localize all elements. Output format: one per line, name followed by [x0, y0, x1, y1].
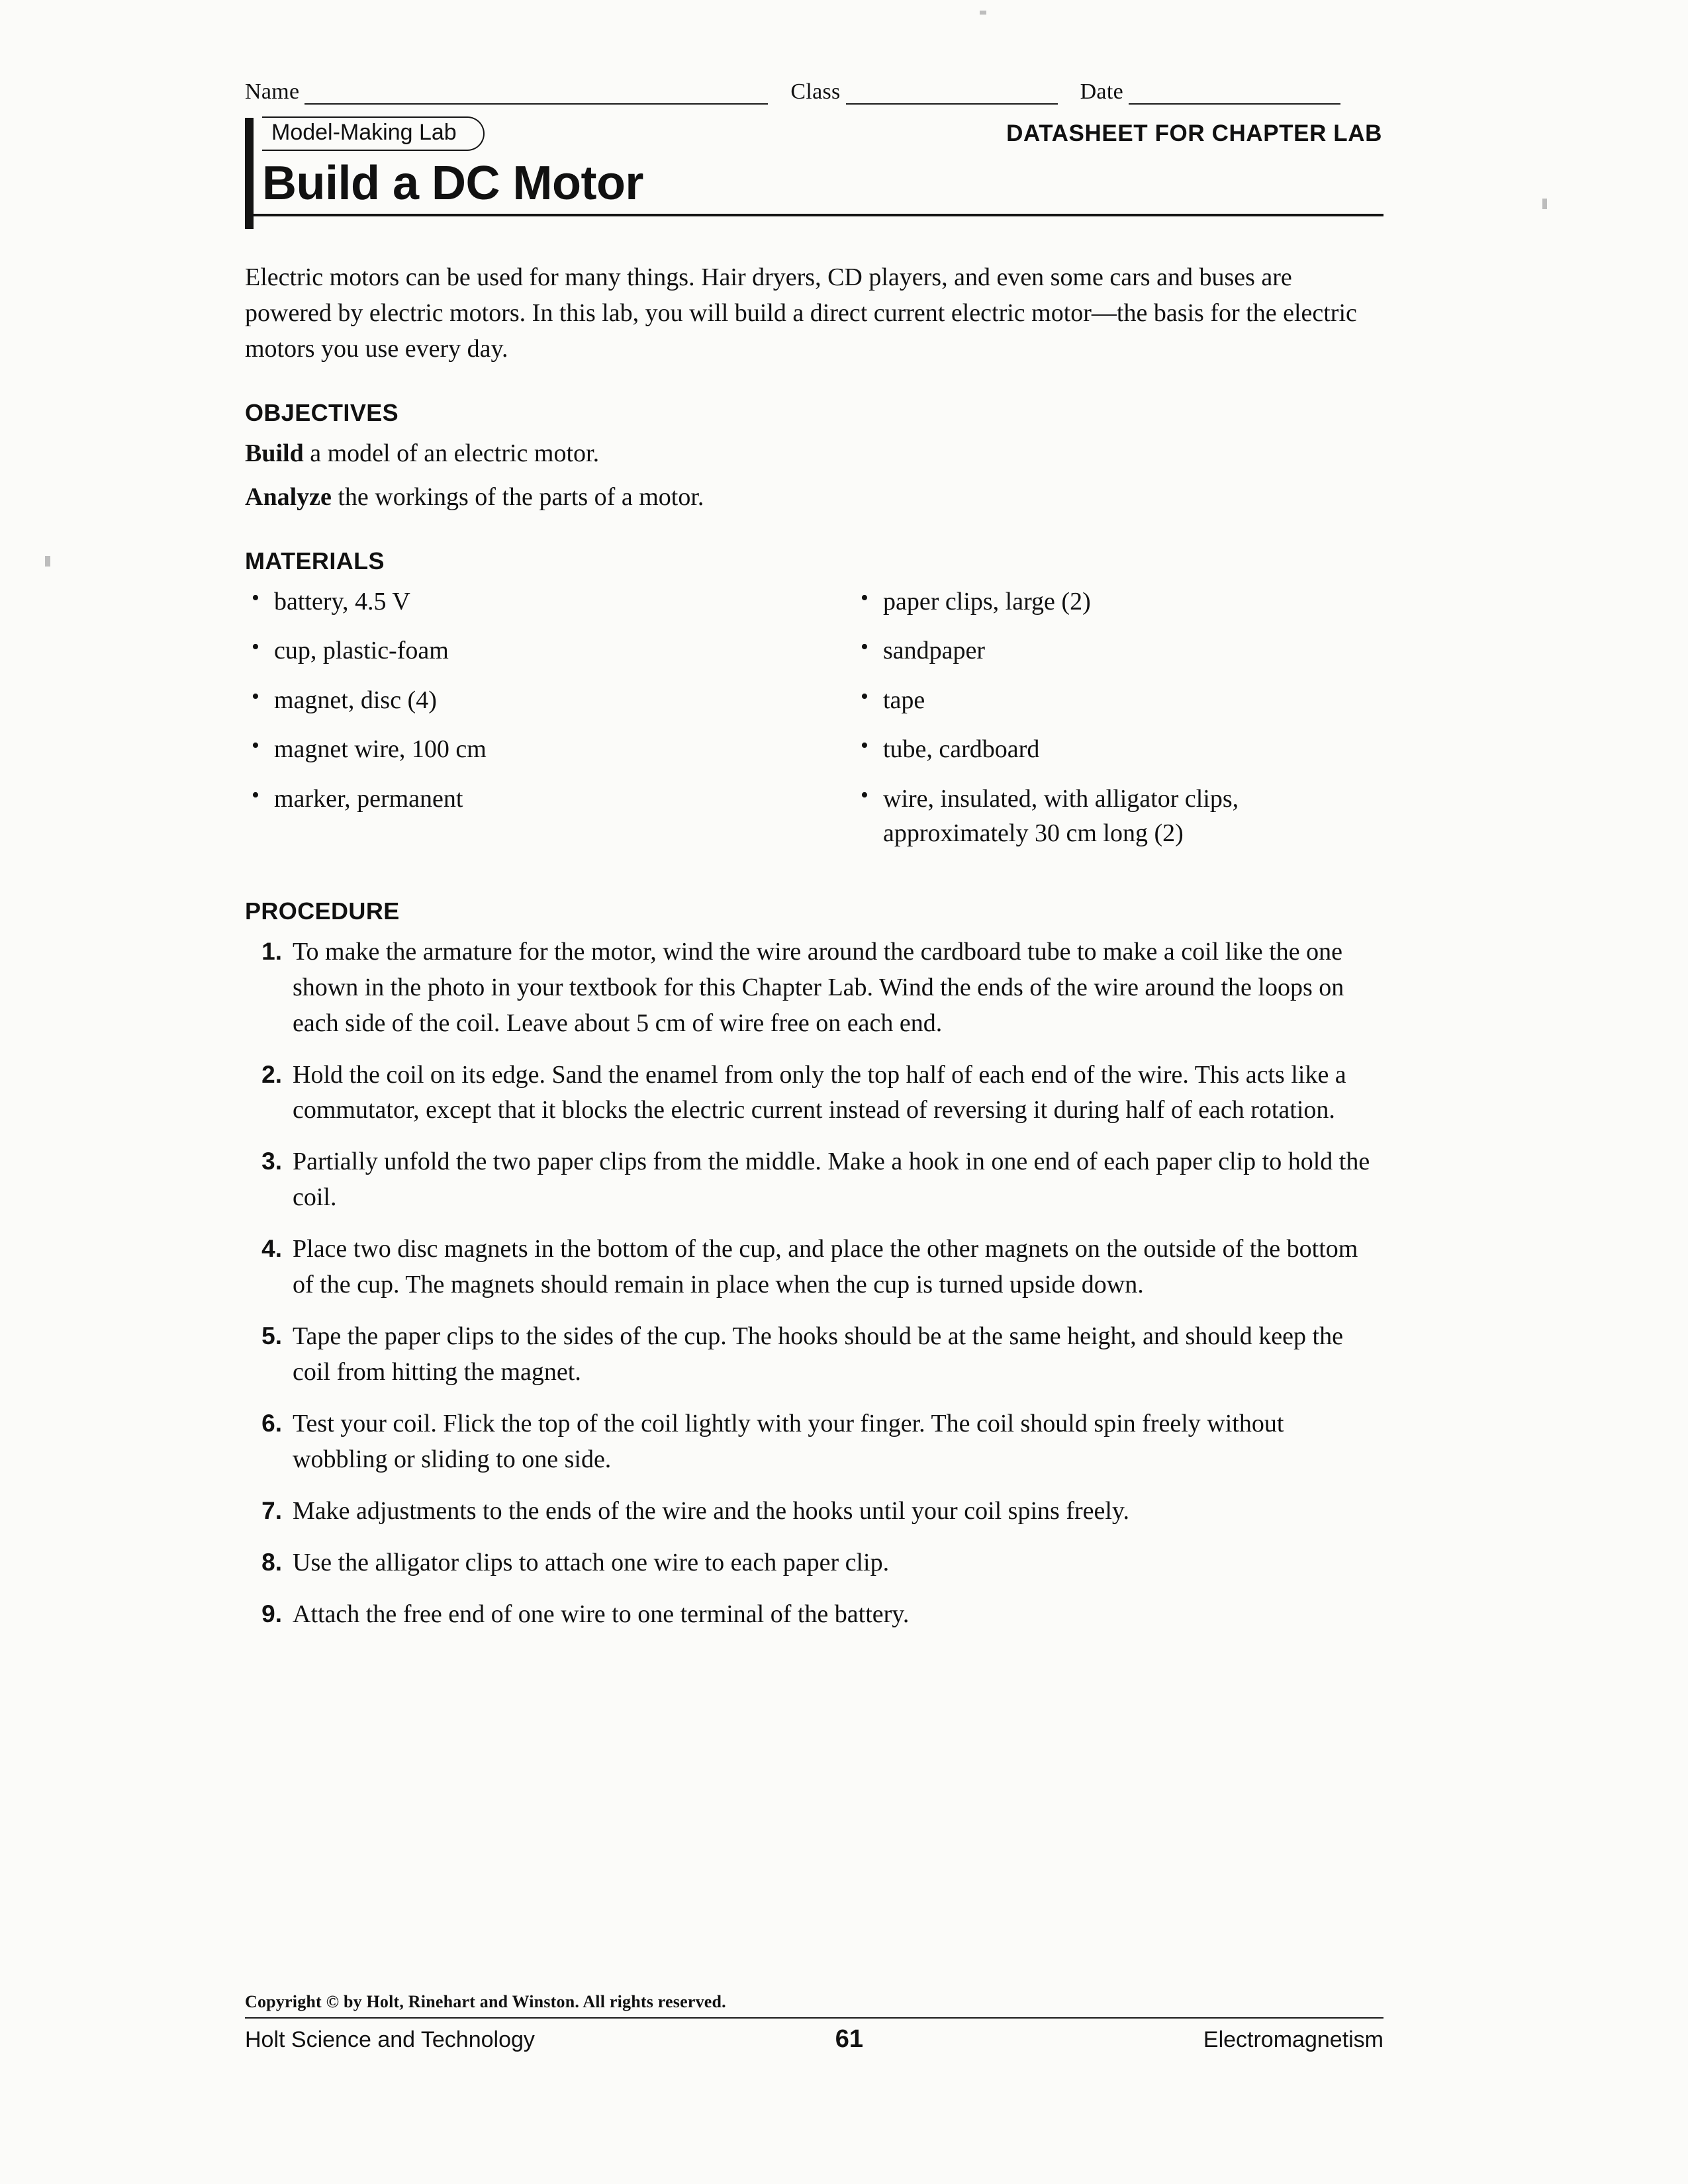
date-input-line[interactable] — [1129, 83, 1340, 105]
step-number: 4. — [261, 1235, 282, 1263]
intro-paragraph: Electric motors can be used for many things. Hair dryers, CD players, and even some cars and buses are powered by electric motors. In this lab, you will build a direct current electric motor—the basis for the electric motors you use every day. — [245, 263, 1357, 363]
footer-divider — [245, 2017, 1383, 2019]
list-item — [245, 1545, 1383, 1581]
date-label: Date — [1080, 79, 1123, 104]
lab-type-row — [262, 116, 1383, 151]
list-item: • paper clips, large (2) — [854, 584, 1383, 619]
materials-list — [245, 584, 1383, 866]
scan-speck — [1542, 199, 1547, 209]
step-number: 8. — [261, 1549, 282, 1576]
name-input-line[interactable] — [305, 83, 768, 105]
list-item: • wire, insulated, with alligator clips, approximately 30 cm long (2) — [854, 782, 1383, 851]
title-accent-bar — [245, 118, 254, 229]
objective-lead: Analyze — [245, 483, 332, 512]
chapter-name: Electromagnetism — [1203, 2027, 1383, 2052]
step-text: Partially unfold the two paper clips from the middle. Make a hook in one end of each paper clip to hold the coil. — [293, 1148, 1370, 1212]
list-item — [245, 1144, 1383, 1216]
list-item: • tube, cardboard — [854, 732, 1383, 766]
class-input-line[interactable] — [846, 83, 1058, 105]
title-divider — [245, 214, 1383, 216]
list-item — [245, 1406, 1383, 1478]
materials-column-right — [814, 584, 1383, 866]
class-label: Class — [790, 79, 841, 104]
step-text: To make the armature for the motor, wind the wire around the cardboard tube to make a coil like the one shown in the photo in your textbook for this Chapter Lab. Wind the ends of the wire around the loops on each side of the coil. Leave about 5 cm of wire free on each end. — [293, 937, 1344, 1037]
page-footer — [245, 1992, 1383, 2054]
objective-lead: Build — [245, 439, 304, 468]
scan-speck — [45, 556, 50, 567]
objective-text: a model of an electric motor. — [303, 439, 600, 468]
step-number: 7. — [261, 1497, 282, 1525]
materials-heading: MATERIALS — [245, 547, 385, 575]
name-label: Name — [245, 79, 300, 104]
list-item: • marker, permanent — [245, 782, 814, 816]
list-item: • magnet, disc (4) — [245, 683, 814, 717]
scan-speck — [980, 11, 986, 15]
step-text: Hold the coil on its edge. Sand the enamel from only the top half of each end of the wire. This acts like a commutator, except that it blocks the electric current instead of reversing it during half of each rotation. — [293, 1060, 1346, 1124]
step-number: 2. — [261, 1060, 282, 1088]
list-item: • battery, 4.5 V — [245, 584, 814, 619]
list-item: • cup, plastic-foam — [245, 633, 814, 668]
objective-item — [245, 480, 1383, 516]
objectives-heading: OBJECTIVES — [245, 399, 399, 427]
book-title: Holt Science and Technology — [245, 2027, 535, 2052]
lab-type-badge: Model-Making Lab — [262, 116, 485, 151]
page-number: 61 — [835, 2025, 864, 2053]
page-title: Build a DC Motor — [262, 156, 643, 210]
step-text: Test your coil. Flick the top of the coil lightly with your finger. The coil should spin freely without wobbling or sliding to one side. — [293, 1410, 1284, 1474]
procedure-heading: PROCEDURE — [245, 897, 400, 925]
step-number: 5. — [261, 1322, 282, 1350]
document-content — [245, 79, 1383, 1649]
objective-text: the workings of the parts of a motor. — [331, 483, 704, 512]
list-item: • magnet wire, 100 cm — [245, 732, 814, 766]
step-text: Place two disc magnets in the bottom of the cup, and place the other magnets on the outside of the bottom of the cup. The magnets should remain in place when the cup is turned upside down. — [293, 1235, 1358, 1299]
title-block — [245, 116, 1383, 216]
list-item — [245, 1058, 1383, 1129]
step-text: Attach the free end of one wire to one terminal of the battery. — [293, 1600, 910, 1628]
materials-column-left — [245, 584, 814, 866]
list-item — [245, 934, 1383, 1042]
step-text: Make adjustments to the ends of the wire and the hooks until your coil spins freely. — [293, 1497, 1129, 1525]
list-item — [245, 1319, 1383, 1390]
procedure-list — [245, 934, 1383, 1633]
step-number: 3. — [261, 1148, 282, 1175]
footer-row — [245, 2025, 1383, 2054]
datasheet-label: DATASHEET FOR CHAPTER LAB — [1006, 120, 1382, 146]
list-item — [245, 1232, 1383, 1303]
list-item — [245, 1494, 1383, 1529]
step-text: Tape the paper clips to the sides of the cup. The hooks should be at the same height, and should keep the coil from hitting the magnet. — [293, 1322, 1343, 1387]
step-number: 9. — [261, 1600, 282, 1627]
objective-item — [245, 436, 1383, 472]
copyright-notice: Copyright © by Holt, Rinehart and Winston. All rights reserved. — [245, 1992, 726, 2011]
step-number: 6. — [261, 1410, 282, 1437]
step-number: 1. — [261, 937, 282, 965]
step-text: Use the alligator clips to attach one wire to each paper clip. — [293, 1549, 890, 1577]
list-item: • tape — [854, 683, 1383, 717]
list-item: • sandpaper — [854, 633, 1383, 668]
student-info-row — [245, 79, 1383, 105]
list-item — [245, 1597, 1383, 1633]
